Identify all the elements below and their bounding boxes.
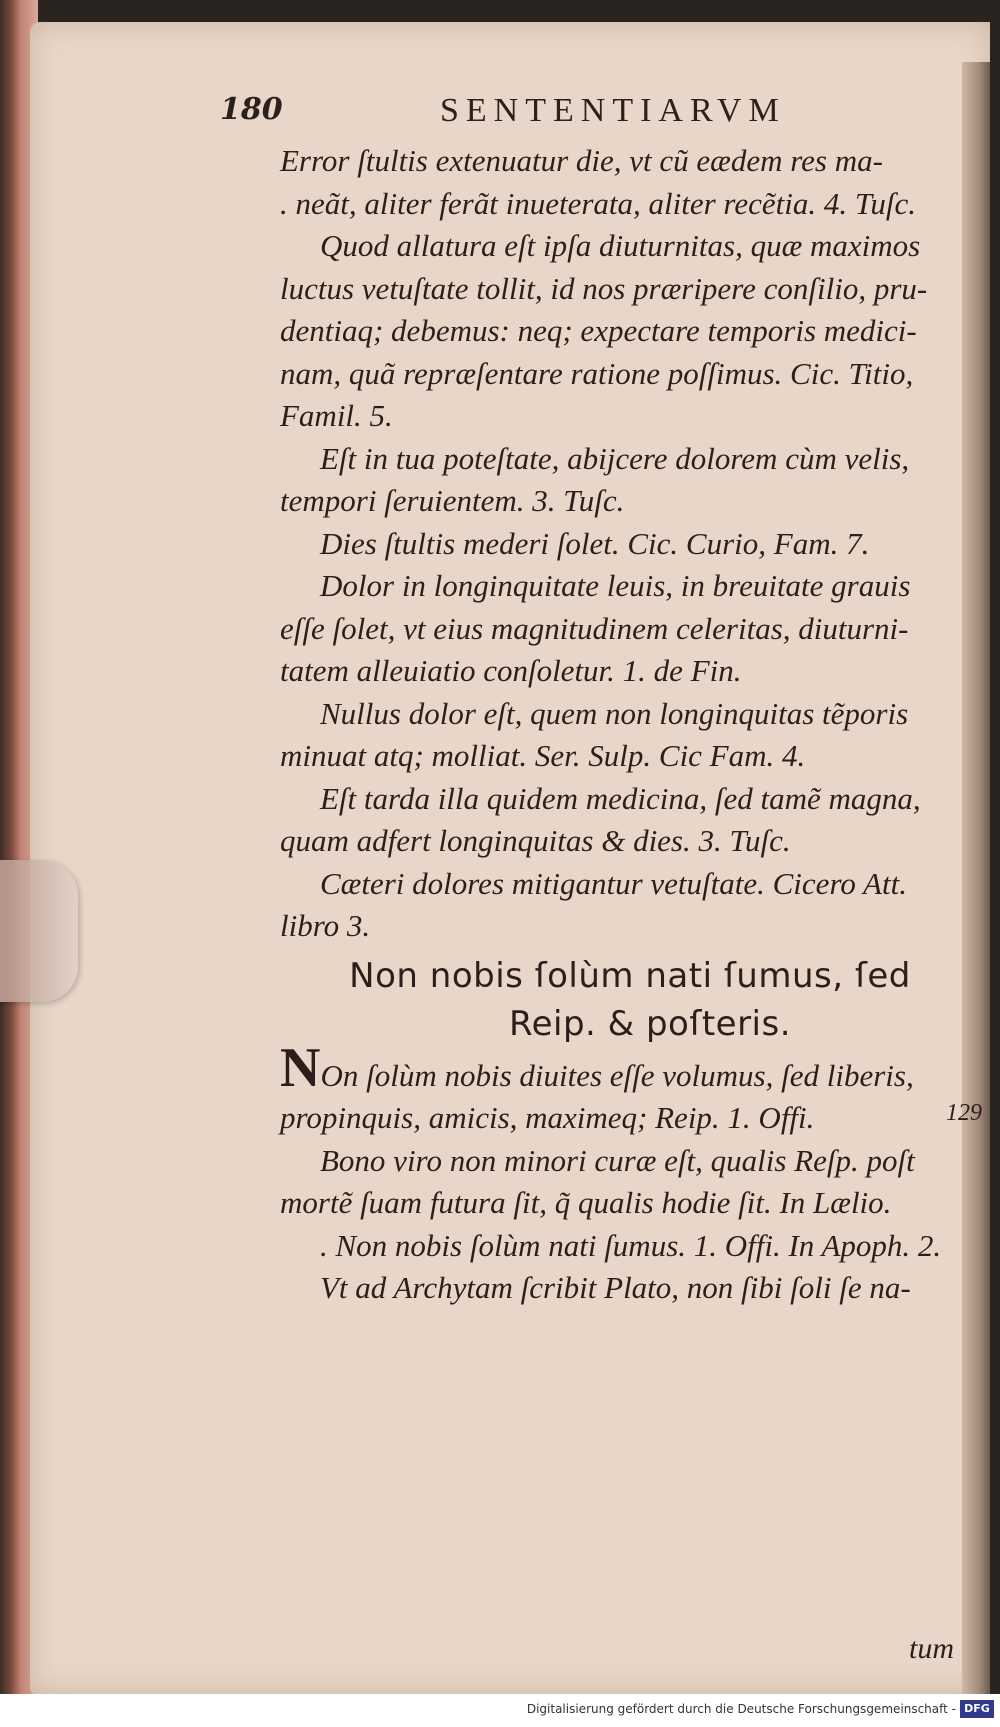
text-line: libro 3. [280, 908, 371, 943]
section-heading [280, 952, 980, 1048]
section-heading-line2: Reip. & poſteris. [508, 1003, 792, 1044]
drop-cap: N [280, 1036, 321, 1099]
page-clip [0, 860, 78, 1002]
text-line-dropcap [280, 1036, 980, 1099]
text-line: Cæteri dolores mitigantur vetuſtate. Cicero Att. [320, 865, 907, 901]
text-line: Dolor in longinquitate leuis, in breuitate grauis [320, 568, 911, 603]
text-line: Vt ad Archytam ſcribit Plato, non ſibi ſoli ſe na- [320, 1270, 911, 1305]
text-line: luctus vetuſtate tollit, id nos præripere conſilio, pru- [280, 270, 928, 306]
text-line: nam, quã repræſentare ratione poſſimus. Cic. Titio, [280, 355, 914, 391]
text-line: eſſe ſolet, vt eius magnitudinem celeritas, diuturni- [280, 610, 909, 646]
text-line: Eſt tarda illa quidem medicina, ſed tamẽ magna, [320, 780, 921, 816]
text-line: Quod allatura eſt ipſa diuturnitas, quæ maximos [320, 228, 921, 263]
page-header [220, 92, 920, 142]
catchword: tum [909, 1632, 954, 1665]
dfg-logo: DFG [960, 1700, 994, 1718]
text-line: Famil. 5. [280, 398, 393, 433]
text-line: quam adfert longinquitas & dies. 3. Tuſc. [280, 823, 791, 858]
text-line: Bono viro non minori curæ eſt, qualis Reſp. poſt [320, 1142, 915, 1178]
text-line: minuat atq; molliat. Ser. Sulp. Cic Fam. 4. [280, 738, 806, 773]
page-body [280, 140, 980, 1310]
footer-credit: Digitalisierung gefördert durch die Deutsche Forschungsgemeinschaft - [526, 1702, 956, 1716]
text-line: Eſt in tua poteſtate, abijcere dolorem cùm velis, [320, 440, 910, 476]
marginal-number: 129 [946, 1100, 982, 1126]
text-line: tempori ſeruientem. 3. Tuſc. [280, 483, 625, 518]
text-line: mortẽ ſuam futura ſit, q̃ qualis hodie ſit. In Lælio. [280, 1185, 892, 1220]
footer-bar [0, 1694, 1000, 1727]
text-line: propinquis, amicis, maximeq; Reip. 1. Offi. [280, 1100, 815, 1135]
text-line: On ſolùm nobis diuites eſſe volumus, ſed liberis, [320, 1057, 914, 1093]
section-heading-line1: Non nobis ſolùm nati ſumus, ſed [349, 955, 911, 996]
text-line: . Non nobis ſolùm nati ſumus. 1. Offi. In Apoph. 2. [320, 1227, 942, 1263]
text-line: Error ſtultis extenuatur die, vt cũ eædem res ma- [280, 143, 883, 178]
text-line: Nullus dolor eſt, quem non longinquitas tẽporis [320, 695, 909, 731]
text-line: . neãt, aliter ferãt inueterata, aliter recẽtia. 4. Tuſc. [280, 185, 916, 221]
page-number: 180 [220, 92, 283, 127]
text-line: tatem alleuiatio conſoletur. 1. de Fin. [280, 653, 742, 688]
text-line: dentiaq; debemus: neq; expectare temporis medici- [280, 313, 917, 348]
running-head: SENTENTIARVM [440, 92, 786, 129]
text-line: Dies ſtultis mederi ſolet. Cic. Curio, Fam. 7. [320, 525, 870, 561]
